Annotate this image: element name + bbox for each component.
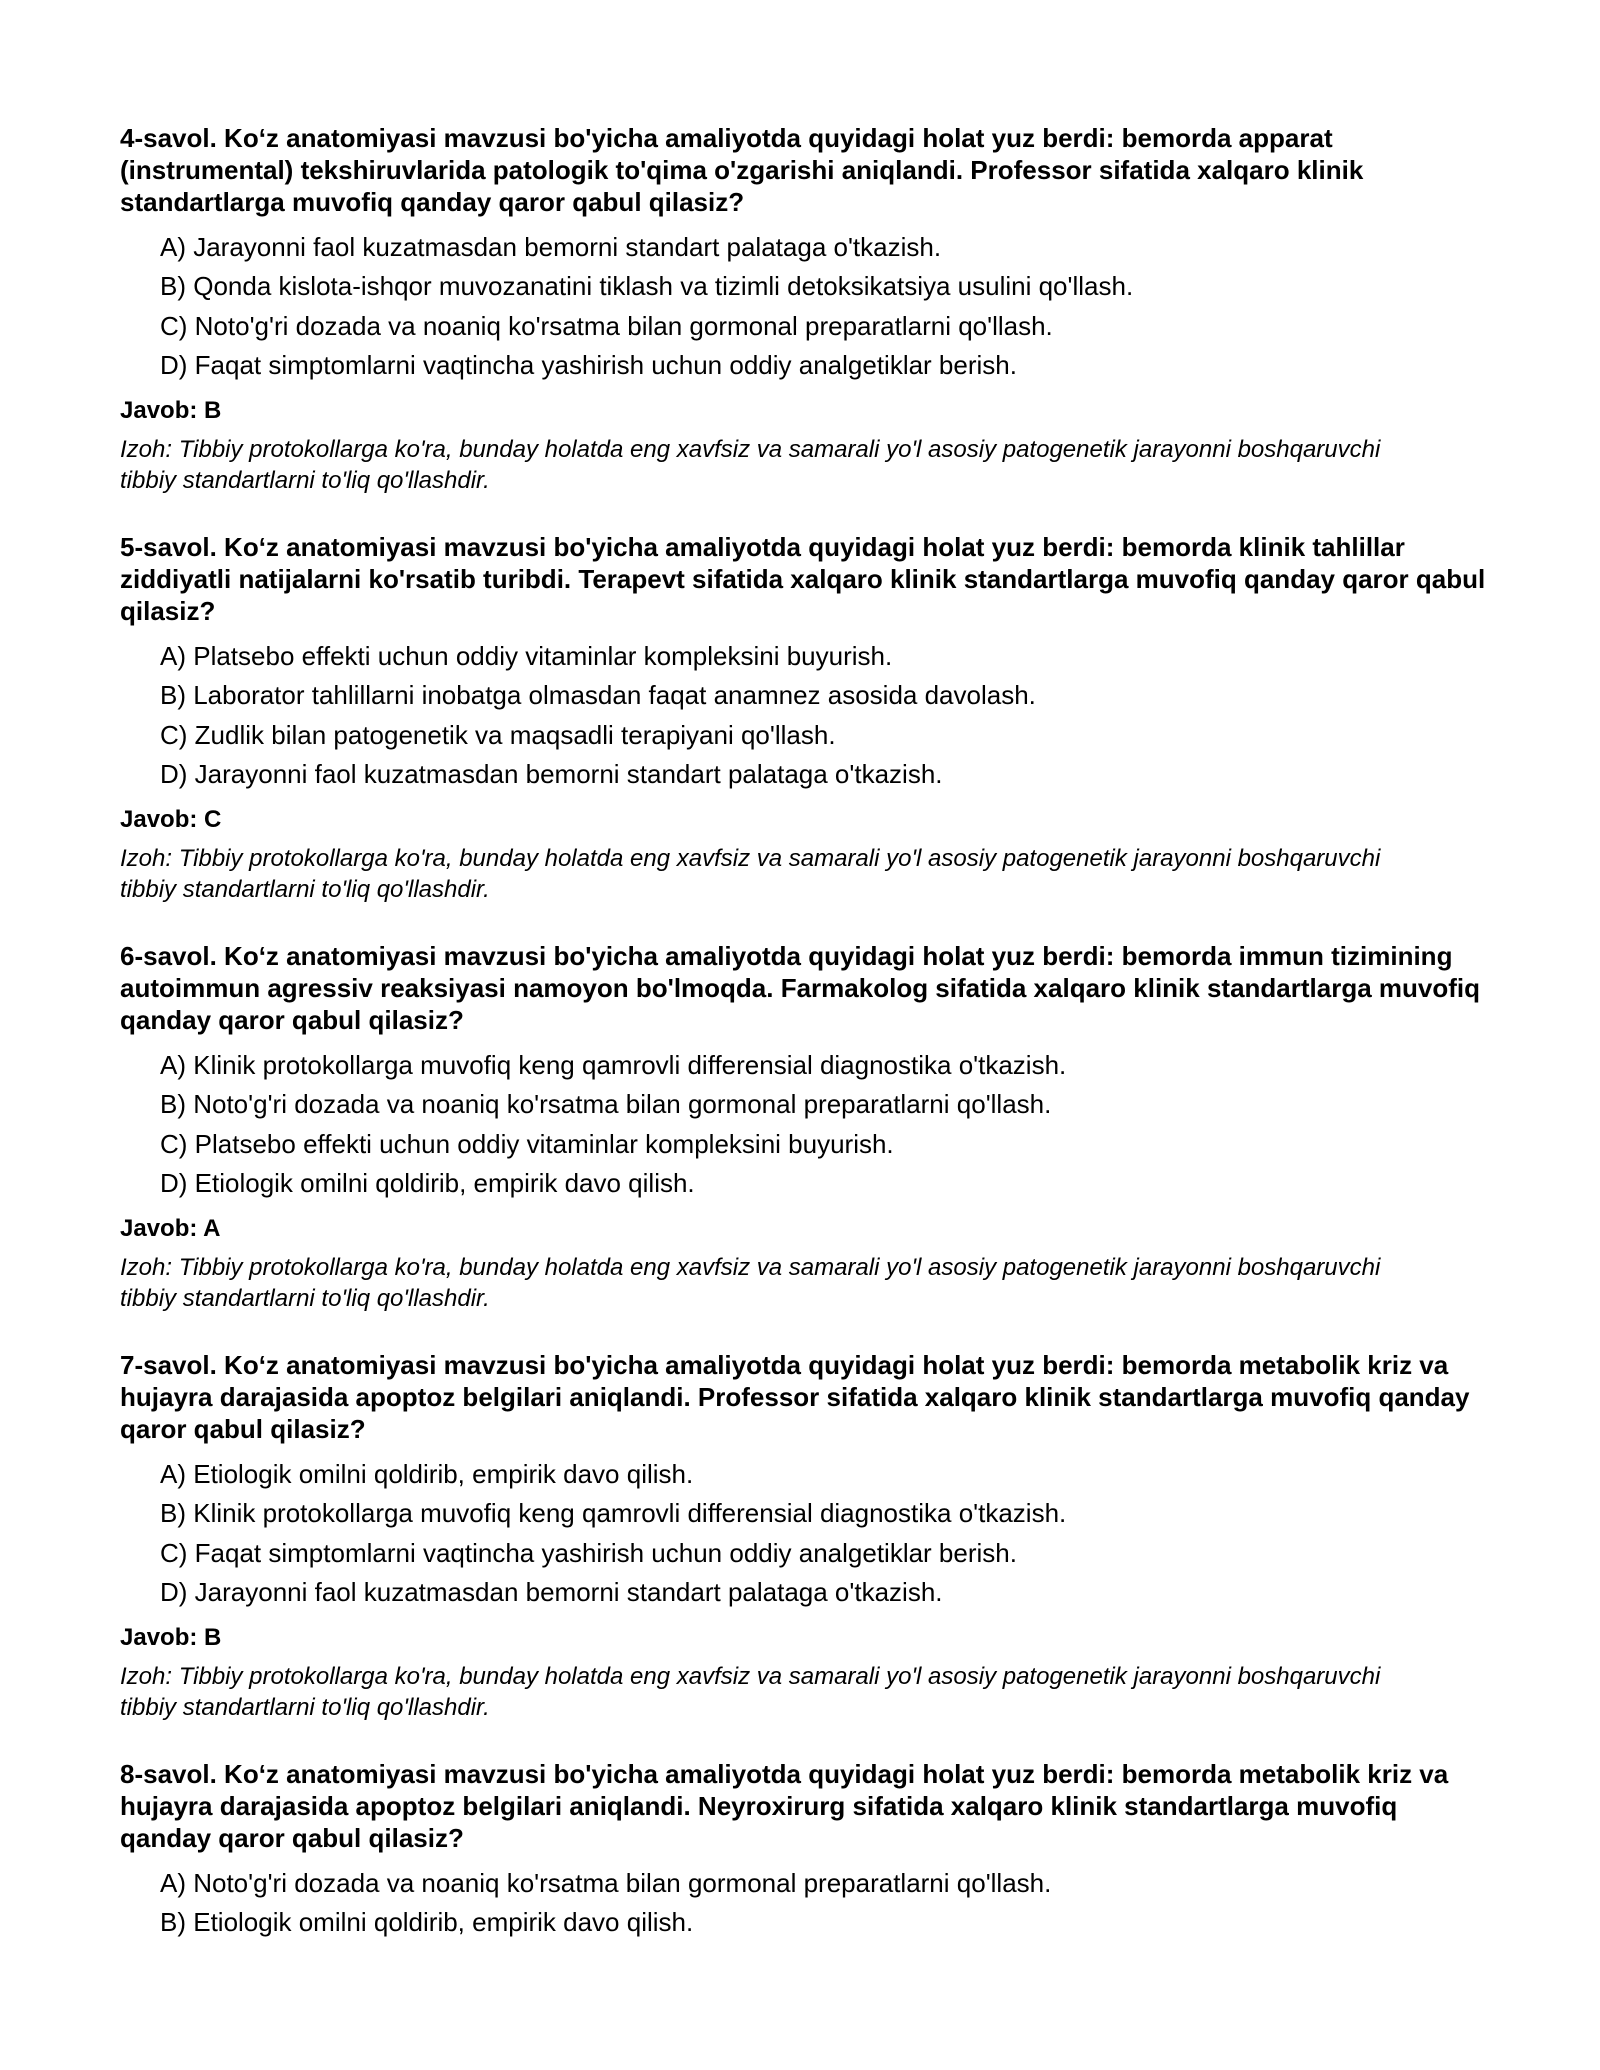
question-5	[120, 531, 1490, 905]
option-d: D) Etiologik omilni qoldirib, empirik davo qilish.	[160, 1168, 695, 1199]
options-list	[120, 637, 1490, 795]
question-title: 4-savol. Ko‘z anatomiyasi mavzusi bo'yicha amaliyotda quyidagi holat yuz berdi: bemorda apparat (instrumental) tekshiruvlarida patologik to'qima o'zgarishi aniqlandi. Professor sifatida xalqaro klinik standartlarga muvofiq qanday qaror qabul qilasiz?	[120, 123, 1364, 217]
explanation-note: Izoh: Tibbiy protokollarga ko'ra, bunday holatda eng xavfsiz va samarali yo'l asosiy patogenetik jarayonni boshqaruvchi tibbiy standartlarni to'liq qo'llashdir.	[120, 844, 1381, 903]
question-8	[120, 1758, 1490, 1943]
option-a: A) Noto'g'ri dozada va noaniq ko'rsatma bilan gormonal preparatlarni qo'llash.	[160, 1868, 1052, 1898]
option-c: C) Noto'g'ri dozada va noaniq ko'rsatma bilan gormonal preparatlarni qo'llash.	[160, 310, 1053, 341]
option-b: B) Qonda kislota-ishqor muvozanatini tiklash va tizimli detoksikatsiya usulini qo'llash.	[160, 271, 1134, 302]
question-title: 7-savol. Ko‘z anatomiyasi mavzusi bo'yicha amaliyotda quyidagi holat yuz berdi: bemorda metabolik kriz va hujayra darajasida apoptoz belgilari aniqlandi. Professor sifatida xalqaro klinik standartlarga muvofiq qanday qaror qabul qilasiz?	[120, 1350, 1470, 1444]
option-d: D) Jarayonni faol kuzatmasdan bemorni standart palataga o'tkazish.	[160, 759, 943, 790]
options-list	[120, 1455, 1490, 1613]
options-list	[120, 228, 1490, 386]
option-d: D) Faqat simptomlarni vaqtincha yashirish uchun oddiy analgetiklar berish.	[160, 350, 1017, 381]
option-b: B) Laborator tahlillarni inobatga olmasdan faqat anamnez asosida davolash.	[160, 680, 1036, 711]
question-7	[120, 1349, 1490, 1723]
explanation-note: Izoh: Tibbiy protokollarga ko'ra, bunday holatda eng xavfsiz va samarali yo'l asosiy patogenetik jarayonni boshqaruvchi tibbiy standartlarni to'liq qo'llashdir.	[120, 1662, 1381, 1721]
option-c: C) Faqat simptomlarni vaqtincha yashirish uchun oddiy analgetiklar berish.	[160, 1537, 1017, 1568]
option-b: B) Klinik protokollarga muvofiq keng qamrovli differensial diagnostika o'tkazish.	[160, 1498, 1067, 1529]
answer-label: Javob: A	[120, 1214, 221, 1242]
answer-label: Javob: B	[120, 396, 222, 424]
explanation-note: Izoh: Tibbiy protokollarga ko'ra, bunday holatda eng xavfsiz va samarali yo'l asosiy patogenetik jarayonni boshqaruvchi tibbiy standartlarni to'liq qo'llashdir.	[120, 1253, 1381, 1312]
option-b: B) Noto'g'ri dozada va noaniq ko'rsatma bilan gormonal preparatlarni qo'llash.	[160, 1089, 1052, 1120]
option-d: D) Jarayonni faol kuzatmasdan bemorni standart palataga o'tkazish.	[160, 1577, 943, 1608]
option-a: A) Platsebo effekti uchun oddiy vitaminlar kompleksini buyurish.	[160, 641, 893, 671]
option-a: A) Etiologik omilni qoldirib, empirik davo qilish.	[160, 1459, 694, 1489]
question-title: 6-savol. Ko‘z anatomiyasi mavzusi bo'yicha amaliyotda quyidagi holat yuz berdi: bemorda immun tizimining autoimmun agressiv reaksiyasi namoyon bo'lmoqda. Farmakolog sifatida xalqaro klinik standartlarga muvofiq qanday qaror qabul qilasiz?	[120, 941, 1481, 1035]
question-6	[120, 940, 1490, 1314]
explanation-note: Izoh: Tibbiy protokollarga ko'ra, bunday holatda eng xavfsiz va samarali yo'l asosiy patogenetik jarayonni boshqaruvchi tibbiy standartlarni to'liq qo'llashdir.	[120, 435, 1381, 494]
option-b: B) Etiologik omilni qoldirib, empirik davo qilish.	[160, 1907, 694, 1938]
answer-label: Javob: C	[120, 805, 222, 833]
answer-label: Javob: B	[120, 1623, 222, 1651]
option-c: C) Zudlik bilan patogenetik va maqsadli terapiyani qo'llash.	[160, 719, 836, 750]
question-4	[120, 122, 1490, 496]
question-title: 5-savol. Ko‘z anatomiyasi mavzusi bo'yicha amaliyotda quyidagi holat yuz berdi: bemorda klinik tahlillar ziddiyatli natijalarni ko'rsatib turibdi. Terapevt sifatida xalqaro klinik standartlarga muvofiq qanday qaror qabul qilasiz?	[120, 532, 1486, 626]
question-title: 8-savol. Ko‘z anatomiyasi mavzusi bo'yicha amaliyotda quyidagi holat yuz berdi: bemorda metabolik kriz va hujayra darajasida apoptoz belgilari aniqlandi. Neyroxirurg sifatida xalqaro klinik standartlarga muvofiq qanday qaror qabul qilasiz?	[120, 1759, 1449, 1853]
options-list	[120, 1046, 1490, 1204]
option-a: A) Klinik protokollarga muvofiq keng qamrovli differensial diagnostika o'tkazish.	[160, 1050, 1067, 1080]
option-c: C) Platsebo effekti uchun oddiy vitaminlar kompleksini buyurish.	[160, 1128, 894, 1159]
option-a: A) Jarayonni faol kuzatmasdan bemorni standart palataga o'tkazish.	[160, 232, 942, 262]
options-list	[120, 1864, 1490, 1943]
